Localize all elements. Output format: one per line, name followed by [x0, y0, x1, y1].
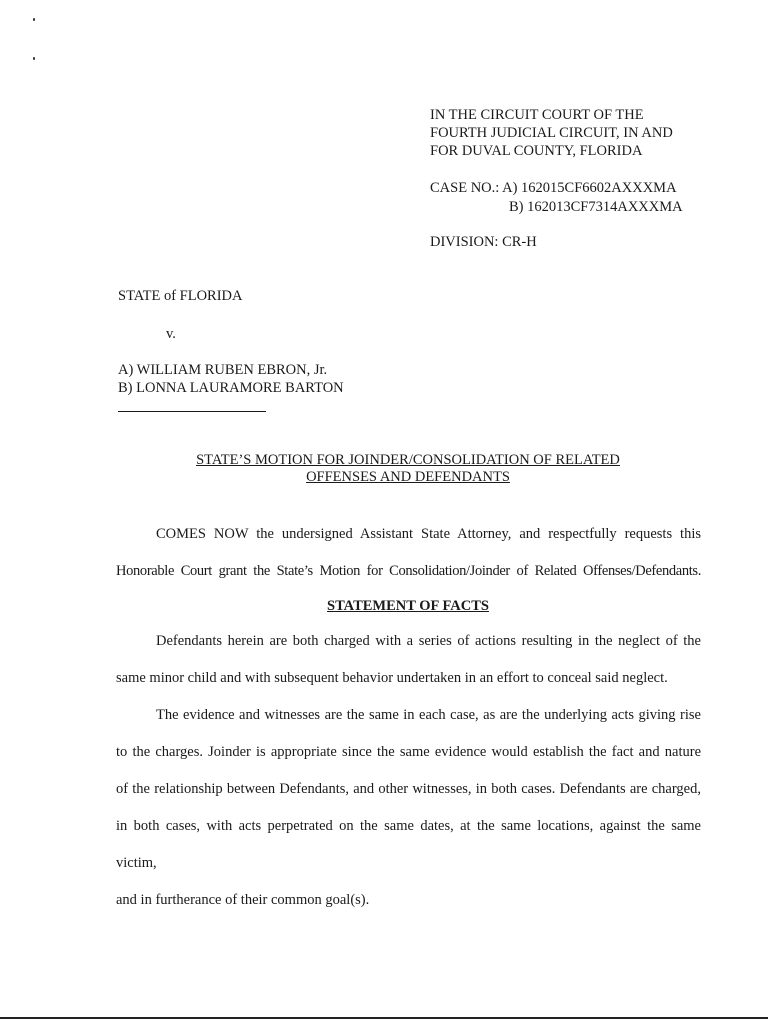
case-no-label: CASE NO.:: [430, 180, 500, 196]
page-bottom-rule: [0, 1017, 768, 1019]
plaintiff: STATE of FLORIDA: [118, 288, 243, 304]
paragraph-line: COMES NOW the undersigned Assistant State Attorney, and respectfully requests this: [156, 526, 701, 542]
paragraph-line: and in furtherance of their common goal(s).: [116, 892, 370, 908]
section-heading: STATEMENT OF FACTS: [327, 598, 489, 614]
case-numbers: [430, 179, 683, 217]
division: DIVISION: CR-H: [430, 234, 537, 250]
paragraph-line: Defendants herein are both charged with a series of actions resulting in the neglect of the: [156, 633, 701, 649]
defendant-a: A) WILLIAM RUBEN EBRON, Jr.: [118, 362, 328, 378]
motion-title: [110, 452, 706, 486]
facts-paragraph: [116, 623, 701, 697]
court-line: IN THE CIRCUIT COURT OF THE: [430, 107, 644, 123]
paragraph-line: Honorable Court grant the State’s Motion for Consolidation/Joinder of Related Offenses/Defendants.: [116, 563, 701, 579]
defendants: [118, 361, 344, 397]
paragraph-line: same minor child and with subsequent behavior undertaken in an effort to conceal said neglect.: [116, 670, 668, 686]
paragraph-line: of the relationship between Defendants, and other witnesses, in both cases. Defendants are charged,: [116, 781, 701, 797]
motion-title-line: STATE’S MOTION FOR JOINDER/CONSOLIDATION OF RELATED: [196, 452, 620, 468]
scan-speck: [33, 18, 35, 21]
case-number-b: B) 162013CF7314AXXXMA: [509, 199, 683, 215]
case-number-a: A) 162015CF6602AXXXMA: [502, 180, 677, 196]
caption-rule: [118, 411, 266, 412]
court-line: FOURTH JUDICIAL CIRCUIT, IN AND: [430, 125, 673, 141]
scan-speck: [33, 57, 35, 60]
motion-title-line: OFFENSES AND DEFENDANTS: [306, 469, 510, 485]
court-line: FOR DUVAL COUNTY, FLORIDA: [430, 143, 643, 159]
court-caption: [430, 106, 750, 160]
paragraph-line: in both cases, with acts perpetrated on the same dates, at the same locations, against the same victim,: [116, 818, 701, 871]
versus: v.: [166, 326, 176, 342]
facts-paragraph: [116, 697, 701, 919]
intro-paragraph: [116, 516, 701, 590]
defendant-b: B) LONNA LAURAMORE BARTON: [118, 380, 344, 396]
paragraph-line: The evidence and witnesses are the same in each case, as are the underlying acts giving rise: [156, 707, 701, 723]
paragraph-line: to the charges. Joinder is appropriate since the same evidence would establish the fact and nature: [116, 744, 701, 760]
